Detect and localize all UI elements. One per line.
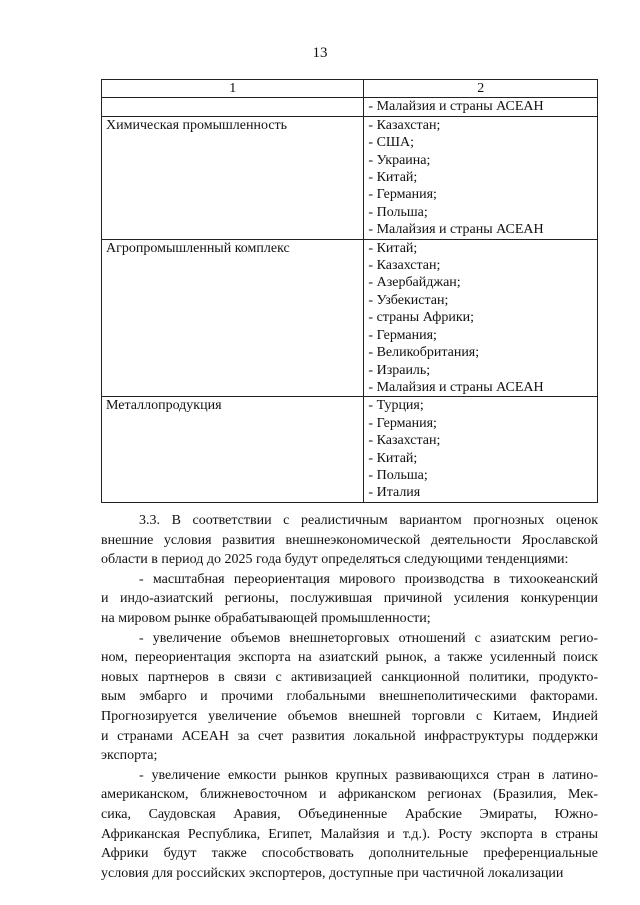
country-item: - Польша; [368,467,428,483]
text-line: сика, Саудовская Аравия, Объединенные Арабские Эмираты, Южно- [101,806,598,822]
country-item: - Китай; [368,240,418,256]
table-row [102,98,598,116]
country-item: - Германия; [368,327,437,343]
country-item: - Италия [368,485,421,501]
table-row [102,397,598,502]
country-item: - Казахстан; [368,117,441,133]
country-item: - страны Африки; [368,310,475,326]
country-item: - Великобритания; [368,345,480,361]
paragraph [101,766,598,884]
body-text [101,511,598,883]
table-row [102,239,598,397]
text-line: новых партнеров в связи с активизацией санкционной политики, продукто- [101,669,598,685]
sector-cell: Металлопродукция [102,397,364,502]
sector-cell: Агропромышленный комплекс [102,239,364,397]
text-line: и странами АСЕАН за счет развития локальной инфраструктуры поддержки [101,728,598,744]
country-item: - Израиль; [368,362,431,378]
country-item: - Китай; [368,170,418,186]
country-item: - Китай; [368,450,418,466]
text-line: ном, переориентация экспорта на азиатский рынок, а также усиленный поиск [101,650,598,666]
text-line: Африки будут также способствовать дополнительные преференциальные [101,846,598,862]
page-number: 13 [312,45,328,61]
text-line: - масштабная переориентация мирового производства в тихоокеанский [139,571,598,587]
country-item: - США; [368,135,415,151]
export-partners-table [101,79,598,503]
countries-cell [364,239,598,397]
paragraph [101,629,598,766]
text-line: Африканская Республика, Египет, Малайзия и т.д.). Росту экспорта в страны [101,826,598,842]
country-item: - Казахстан; [368,433,441,449]
table-body [102,98,598,502]
text-line: условия для российских экспортеров, доступные при частичной локализации [101,865,564,881]
country-item: - Малайзия и страны АСЕАН [368,379,544,395]
table-header-row [102,80,598,98]
column-header: 2 [364,80,598,98]
table-row [102,116,598,239]
country-item: - Узбекистан; [368,292,449,308]
text-line: Прогнозируется увеличение объемов внешней торговли с Китаем, Индией [101,708,598,724]
text-line: американском, ближневосточном и африканском регионах (Бразилия, Мек- [101,787,598,803]
country-item: - Азербайджан; [368,275,461,291]
country-item: - Германия; [368,415,437,431]
text-line: - увеличение емкости рынков крупных развивающихся стран в латино- [139,767,598,783]
text-line: на мировом рынке обрабатывающей промышленности; [101,610,431,626]
text-line: и индо-азиатский регионы, послужившая причиной усиления конкуренции [101,591,598,607]
countries-cell [364,397,598,502]
paragraph [101,511,598,570]
country-item: - Малайзия и страны АСЕАН [368,99,544,115]
country-item: - Казахстан; [368,258,441,274]
countries-cell [364,116,598,239]
text-line: области в период до 2025 года будут определяться следующими тенденциями: [101,552,569,568]
text-line: - увеличение объемов внешнеторговых отношений с азиатским регио- [139,630,598,646]
sector-cell [102,98,364,116]
countries-cell [364,98,598,116]
column-header: 1 [102,80,364,98]
text-line: экспорта; [101,748,158,764]
text-line: вым эмбарго и прочими глобальными внешнеполитическими факторами. [101,689,598,705]
country-item: - Германия; [368,187,437,203]
country-item: - Турция; [368,398,424,414]
country-item: - Малайзия и страны АСЕАН [368,222,544,238]
sector-cell: Химическая промышленность [102,116,364,239]
country-item: - Украина; [368,152,431,168]
text-line: 3.3. В соответствии с реалистичным вариантом прогнозных оценок [139,513,598,528]
paragraph [101,570,598,629]
text-line: внешние условия развития внешнеэкономической деятельности Ярославской [101,532,598,548]
country-item: - Польша; [368,204,428,220]
